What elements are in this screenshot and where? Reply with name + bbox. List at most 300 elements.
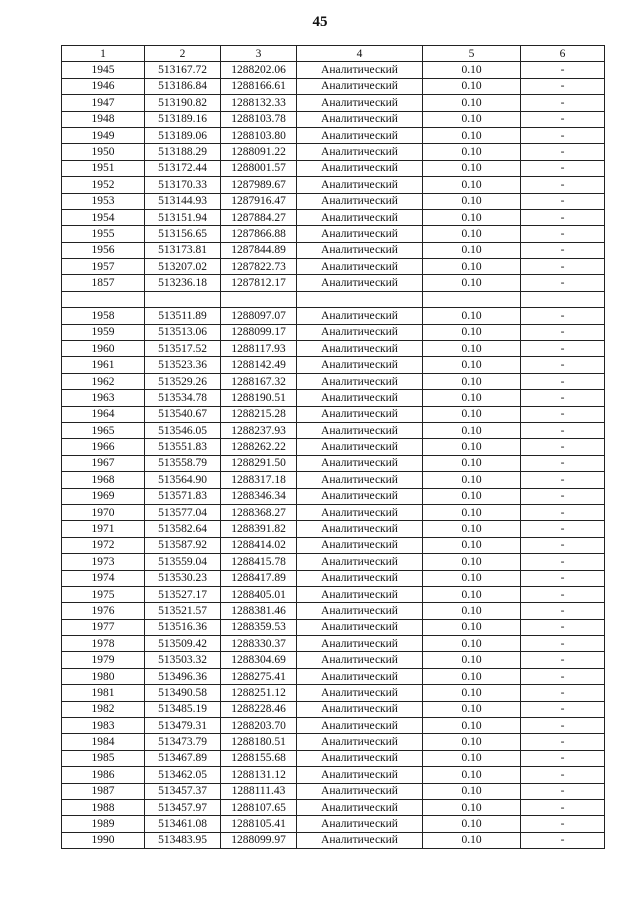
- table-row: [62, 373, 605, 389]
- note-cell: -: [521, 144, 605, 160]
- y-coordinate-cell: 1288132.33: [221, 95, 297, 111]
- x-coordinate-cell: 513559.04: [145, 554, 221, 570]
- table-row: [62, 160, 605, 176]
- point-number-cell: 1975: [62, 586, 145, 602]
- point-number-cell: 1953: [62, 193, 145, 209]
- note-cell: -: [521, 701, 605, 717]
- note-cell: -: [521, 832, 605, 848]
- method-cell: Аналитический: [297, 816, 423, 832]
- accuracy-cell: 0.10: [423, 406, 521, 422]
- y-coordinate-cell: 1288097.07: [221, 308, 297, 324]
- method-cell: Аналитический: [297, 209, 423, 225]
- accuracy-cell: 0.10: [423, 324, 521, 340]
- point-number-cell: 1974: [62, 570, 145, 586]
- table-row: [62, 750, 605, 766]
- method-cell: Аналитический: [297, 177, 423, 193]
- note-cell: -: [521, 357, 605, 373]
- x-coordinate-cell: 513190.82: [145, 95, 221, 111]
- table-row: [62, 341, 605, 357]
- point-number-cell: 1973: [62, 554, 145, 570]
- note-cell: -: [521, 668, 605, 684]
- y-coordinate-cell: 1288131.12: [221, 767, 297, 783]
- accuracy-cell: 0.10: [423, 767, 521, 783]
- accuracy-cell: 0.10: [423, 701, 521, 717]
- accuracy-cell: 0.10: [423, 832, 521, 848]
- table-row: [62, 226, 605, 242]
- x-coordinate-cell: 513551.83: [145, 439, 221, 455]
- y-coordinate-cell: 1288180.51: [221, 734, 297, 750]
- y-coordinate-cell: 1288381.46: [221, 603, 297, 619]
- y-coordinate-cell: 1288215.28: [221, 406, 297, 422]
- y-coordinate-cell: 1287822.73: [221, 259, 297, 275]
- method-cell: Аналитический: [297, 472, 423, 488]
- accuracy-cell: 0.10: [423, 308, 521, 324]
- note-cell: -: [521, 308, 605, 324]
- x-coordinate-cell: 513587.92: [145, 537, 221, 553]
- y-coordinate-cell: 1288099.17: [221, 324, 297, 340]
- x-coordinate-cell: 513546.05: [145, 422, 221, 438]
- method-cell: Аналитический: [297, 373, 423, 389]
- accuracy-cell: 0.10: [423, 455, 521, 471]
- method-cell: Аналитический: [297, 259, 423, 275]
- y-coordinate-cell: 1288190.51: [221, 390, 297, 406]
- x-coordinate-cell: 513467.89: [145, 750, 221, 766]
- x-coordinate-cell: 513462.05: [145, 767, 221, 783]
- table-row: [62, 472, 605, 488]
- method-cell: Аналитический: [297, 685, 423, 701]
- method-cell: Аналитический: [297, 455, 423, 471]
- y-coordinate-cell: 1288142.49: [221, 357, 297, 373]
- method-cell: Аналитический: [297, 586, 423, 602]
- table-row: [62, 537, 605, 553]
- point-number-cell: 1956: [62, 242, 145, 258]
- point-number-cell: 1947: [62, 95, 145, 111]
- method-cell: Аналитический: [297, 144, 423, 160]
- table-row: [62, 127, 605, 143]
- table-row: [62, 357, 605, 373]
- note-cell: -: [521, 275, 605, 291]
- x-coordinate-cell: 513457.97: [145, 799, 221, 815]
- table-row: [62, 767, 605, 783]
- x-coordinate-cell: 513529.26: [145, 373, 221, 389]
- table-row: [62, 390, 605, 406]
- accuracy-cell: 0.10: [423, 62, 521, 78]
- table-row: [62, 177, 605, 193]
- x-coordinate-cell: 513517.52: [145, 341, 221, 357]
- method-cell: Аналитический: [297, 357, 423, 373]
- accuracy-cell: 0.10: [423, 209, 521, 225]
- x-coordinate-cell: 513571.83: [145, 488, 221, 504]
- method-cell: Аналитический: [297, 668, 423, 684]
- point-number-cell: 1988: [62, 799, 145, 815]
- method-cell: Аналитический: [297, 160, 423, 176]
- note-cell: -: [521, 439, 605, 455]
- point-number-cell: 1963: [62, 390, 145, 406]
- method-cell: Аналитический: [297, 95, 423, 111]
- column-header: 5: [423, 46, 521, 62]
- point-number-cell: 1983: [62, 718, 145, 734]
- accuracy-cell: 0.10: [423, 193, 521, 209]
- note-cell: -: [521, 570, 605, 586]
- method-cell: Аналитический: [297, 504, 423, 520]
- y-coordinate-cell: 1288155.68: [221, 750, 297, 766]
- note-cell: -: [521, 127, 605, 143]
- accuracy-cell: 0.10: [423, 603, 521, 619]
- point-number-cell: 1946: [62, 78, 145, 94]
- table-header-row: [62, 46, 605, 62]
- method-cell: Аналитический: [297, 701, 423, 717]
- table-row: [62, 406, 605, 422]
- y-coordinate-cell: 1287989.67: [221, 177, 297, 193]
- y-coordinate-cell: 1288304.69: [221, 652, 297, 668]
- y-coordinate-cell: 1288414.02: [221, 537, 297, 553]
- table-row: [62, 619, 605, 635]
- method-cell: Аналитический: [297, 275, 423, 291]
- method-cell: Аналитический: [297, 127, 423, 143]
- point-number-cell: 1979: [62, 652, 145, 668]
- point-number-cell: 1964: [62, 406, 145, 422]
- y-coordinate-cell: 1288330.37: [221, 636, 297, 652]
- accuracy-cell: 0.10: [423, 718, 521, 734]
- point-number-cell: 1989: [62, 816, 145, 832]
- accuracy-cell: 0.10: [423, 390, 521, 406]
- point-number-cell: 1970: [62, 504, 145, 520]
- x-coordinate-cell: 513151.94: [145, 209, 221, 225]
- x-coordinate-cell: 513186.84: [145, 78, 221, 94]
- y-coordinate-cell: 1288166.61: [221, 78, 297, 94]
- accuracy-cell: 0.10: [423, 783, 521, 799]
- y-coordinate-cell: 1288202.06: [221, 62, 297, 78]
- column-header: 4: [297, 46, 423, 62]
- y-coordinate-cell: 1287812.17: [221, 275, 297, 291]
- method-cell: Аналитический: [297, 718, 423, 734]
- table-row: [62, 275, 605, 291]
- point-number-cell: 1959: [62, 324, 145, 340]
- accuracy-cell: 0.10: [423, 668, 521, 684]
- note-cell: -: [521, 750, 605, 766]
- accuracy-cell: 0.10: [423, 373, 521, 389]
- method-cell: Аналитический: [297, 193, 423, 209]
- point-number-cell: 1958: [62, 308, 145, 324]
- note-cell: -: [521, 472, 605, 488]
- y-coordinate-cell: 1288415.78: [221, 554, 297, 570]
- point-number-cell: 1965: [62, 422, 145, 438]
- x-coordinate-cell: 513457.37: [145, 783, 221, 799]
- table-row: [62, 685, 605, 701]
- note-cell: -: [521, 193, 605, 209]
- y-coordinate-cell: 1287884.27: [221, 209, 297, 225]
- accuracy-cell: 0.10: [423, 816, 521, 832]
- x-coordinate-cell: 513490.58: [145, 685, 221, 701]
- x-coordinate-cell: 513485.19: [145, 701, 221, 717]
- column-header: 6: [521, 46, 605, 62]
- y-coordinate-cell: 1288111.43: [221, 783, 297, 799]
- point-number-cell: 1986: [62, 767, 145, 783]
- method-cell: Аналитический: [297, 390, 423, 406]
- table-row: [62, 209, 605, 225]
- y-coordinate-cell: 1288001.57: [221, 160, 297, 176]
- accuracy-cell: 0.10: [423, 685, 521, 701]
- accuracy-cell: 0.10: [423, 422, 521, 438]
- point-number-cell: 1948: [62, 111, 145, 127]
- table-row: [62, 259, 605, 275]
- accuracy-cell: 0.10: [423, 750, 521, 766]
- method-cell: Аналитический: [297, 422, 423, 438]
- note-cell: -: [521, 603, 605, 619]
- method-cell: Аналитический: [297, 734, 423, 750]
- y-coordinate-cell: 1288103.78: [221, 111, 297, 127]
- method-cell: Аналитический: [297, 62, 423, 78]
- table-row: [62, 799, 605, 815]
- method-cell: Аналитический: [297, 832, 423, 848]
- x-coordinate-cell: 513558.79: [145, 455, 221, 471]
- note-cell: -: [521, 636, 605, 652]
- y-coordinate-cell: 1288203.70: [221, 718, 297, 734]
- method-cell: Аналитический: [297, 767, 423, 783]
- note-cell: -: [521, 554, 605, 570]
- method-cell: Аналитический: [297, 652, 423, 668]
- accuracy-cell: 0.10: [423, 127, 521, 143]
- accuracy-cell: 0.10: [423, 177, 521, 193]
- table-row: [62, 439, 605, 455]
- accuracy-cell: 0.10: [423, 636, 521, 652]
- method-cell: Аналитический: [297, 799, 423, 815]
- note-cell: -: [521, 685, 605, 701]
- accuracy-cell: 0.10: [423, 652, 521, 668]
- x-coordinate-cell: 513521.57: [145, 603, 221, 619]
- method-cell: Аналитический: [297, 406, 423, 422]
- point-number-cell: 1978: [62, 636, 145, 652]
- table-row: [62, 422, 605, 438]
- x-coordinate-cell: 513516.36: [145, 619, 221, 635]
- y-coordinate-cell: 1288317.18: [221, 472, 297, 488]
- table-row: [62, 554, 605, 570]
- accuracy-cell: 0.10: [423, 734, 521, 750]
- y-coordinate-cell: 1288346.34: [221, 488, 297, 504]
- x-coordinate-cell: 513496.36: [145, 668, 221, 684]
- point-number-cell: 1984: [62, 734, 145, 750]
- accuracy-cell: 0.10: [423, 554, 521, 570]
- table-row: [62, 586, 605, 602]
- table-row: [62, 78, 605, 94]
- point-number-cell: 1960: [62, 341, 145, 357]
- note-cell: -: [521, 652, 605, 668]
- table-row: [62, 324, 605, 340]
- method-cell: Аналитический: [297, 488, 423, 504]
- accuracy-cell: 0.10: [423, 504, 521, 520]
- table-row: [62, 455, 605, 471]
- x-coordinate-cell: 513523.36: [145, 357, 221, 373]
- point-number-cell: 1971: [62, 521, 145, 537]
- point-number-cell: 1976: [62, 603, 145, 619]
- note-cell: [521, 291, 605, 307]
- method-cell: Аналитический: [297, 308, 423, 324]
- y-coordinate-cell: 1288107.65: [221, 799, 297, 815]
- point-number-cell: 1980: [62, 668, 145, 684]
- column-header: 1: [62, 46, 145, 62]
- y-coordinate-cell: 1288228.46: [221, 701, 297, 717]
- point-number-cell: 1952: [62, 177, 145, 193]
- note-cell: -: [521, 95, 605, 111]
- table-row: [62, 783, 605, 799]
- x-coordinate-cell: 513509.42: [145, 636, 221, 652]
- accuracy-cell: [423, 291, 521, 307]
- y-coordinate-cell: 1287866.88: [221, 226, 297, 242]
- method-cell: Аналитический: [297, 242, 423, 258]
- y-coordinate-cell: 1288368.27: [221, 504, 297, 520]
- point-number-cell: 1945: [62, 62, 145, 78]
- x-coordinate-cell: 513144.93: [145, 193, 221, 209]
- note-cell: -: [521, 209, 605, 225]
- point-number-cell: 1957: [62, 259, 145, 275]
- note-cell: -: [521, 422, 605, 438]
- table-row: [62, 308, 605, 324]
- x-coordinate-cell: 513167.72: [145, 62, 221, 78]
- point-number-cell: 1950: [62, 144, 145, 160]
- x-coordinate-cell: 513173.81: [145, 242, 221, 258]
- table-row: [62, 652, 605, 668]
- point-number-cell: 1857: [62, 275, 145, 291]
- note-cell: -: [521, 718, 605, 734]
- table-row: [62, 832, 605, 848]
- y-coordinate-cell: 1288237.93: [221, 422, 297, 438]
- method-cell: Аналитический: [297, 439, 423, 455]
- point-number-cell: 1985: [62, 750, 145, 766]
- y-coordinate-cell: 1288405.01: [221, 586, 297, 602]
- note-cell: -: [521, 504, 605, 520]
- table-row: [62, 144, 605, 160]
- accuracy-cell: 0.10: [423, 341, 521, 357]
- point-number-cell: 1954: [62, 209, 145, 225]
- y-coordinate-cell: [221, 291, 297, 307]
- point-number-cell: 1987: [62, 783, 145, 799]
- point-number-cell: 1967: [62, 455, 145, 471]
- x-coordinate-cell: 513479.31: [145, 718, 221, 734]
- y-coordinate-cell: 1288105.41: [221, 816, 297, 832]
- table-row: [62, 636, 605, 652]
- note-cell: -: [521, 734, 605, 750]
- point-number-cell: 1961: [62, 357, 145, 373]
- accuracy-cell: 0.10: [423, 357, 521, 373]
- method-cell: Аналитический: [297, 750, 423, 766]
- accuracy-cell: 0.10: [423, 111, 521, 127]
- y-coordinate-cell: 1288099.97: [221, 832, 297, 848]
- x-coordinate-cell: 513189.16: [145, 111, 221, 127]
- accuracy-cell: 0.10: [423, 275, 521, 291]
- table-row: [62, 95, 605, 111]
- table-row: [62, 734, 605, 750]
- point-number-cell: [62, 291, 145, 307]
- method-cell: Аналитический: [297, 226, 423, 242]
- y-coordinate-cell: 1288091.22: [221, 144, 297, 160]
- note-cell: -: [521, 521, 605, 537]
- point-number-cell: 1949: [62, 127, 145, 143]
- x-coordinate-cell: 513236.18: [145, 275, 221, 291]
- method-cell: Аналитический: [297, 603, 423, 619]
- x-coordinate-cell: 513473.79: [145, 734, 221, 750]
- table-body: [62, 62, 605, 849]
- note-cell: -: [521, 62, 605, 78]
- accuracy-cell: 0.10: [423, 586, 521, 602]
- accuracy-cell: 0.10: [423, 242, 521, 258]
- note-cell: -: [521, 783, 605, 799]
- point-number-cell: 1951: [62, 160, 145, 176]
- y-coordinate-cell: 1288251.12: [221, 685, 297, 701]
- method-cell: Аналитический: [297, 619, 423, 635]
- note-cell: -: [521, 177, 605, 193]
- table-row: [62, 62, 605, 78]
- accuracy-cell: 0.10: [423, 259, 521, 275]
- accuracy-cell: 0.10: [423, 521, 521, 537]
- accuracy-cell: 0.10: [423, 488, 521, 504]
- x-coordinate-cell: 513170.33: [145, 177, 221, 193]
- table-row: [62, 701, 605, 717]
- point-number-cell: 1972: [62, 537, 145, 553]
- coordinates-table: [61, 45, 605, 849]
- note-cell: -: [521, 78, 605, 94]
- x-coordinate-cell: 513527.17: [145, 586, 221, 602]
- x-coordinate-cell: 513540.67: [145, 406, 221, 422]
- y-coordinate-cell: 1288262.22: [221, 439, 297, 455]
- accuracy-cell: 0.10: [423, 570, 521, 586]
- note-cell: -: [521, 799, 605, 815]
- point-number-cell: 1977: [62, 619, 145, 635]
- method-cell: [297, 291, 423, 307]
- table-row: [62, 111, 605, 127]
- method-cell: Аналитический: [297, 554, 423, 570]
- accuracy-cell: 0.10: [423, 619, 521, 635]
- method-cell: Аналитический: [297, 570, 423, 586]
- y-coordinate-cell: 1288275.41: [221, 668, 297, 684]
- x-coordinate-cell: 513503.32: [145, 652, 221, 668]
- table-row: [62, 570, 605, 586]
- method-cell: Аналитический: [297, 341, 423, 357]
- method-cell: Аналитический: [297, 537, 423, 553]
- method-cell: Аналитический: [297, 111, 423, 127]
- table-row: [62, 668, 605, 684]
- table-row: [62, 488, 605, 504]
- accuracy-cell: 0.10: [423, 78, 521, 94]
- y-coordinate-cell: 1288167.32: [221, 373, 297, 389]
- method-cell: Аналитический: [297, 521, 423, 537]
- accuracy-cell: 0.10: [423, 439, 521, 455]
- note-cell: -: [521, 373, 605, 389]
- x-coordinate-cell: 513207.02: [145, 259, 221, 275]
- page-number: 45: [312, 14, 328, 30]
- accuracy-cell: 0.10: [423, 537, 521, 553]
- note-cell: -: [521, 259, 605, 275]
- point-number-cell: 1981: [62, 685, 145, 701]
- table-row: [62, 193, 605, 209]
- table-row: [62, 718, 605, 734]
- table-row: [62, 242, 605, 258]
- x-coordinate-cell: 513534.78: [145, 390, 221, 406]
- note-cell: -: [521, 341, 605, 357]
- note-cell: -: [521, 390, 605, 406]
- x-coordinate-cell: 513564.90: [145, 472, 221, 488]
- note-cell: -: [521, 619, 605, 635]
- x-coordinate-cell: 513511.89: [145, 308, 221, 324]
- method-cell: Аналитический: [297, 783, 423, 799]
- point-number-cell: 1955: [62, 226, 145, 242]
- note-cell: -: [521, 455, 605, 471]
- point-number-cell: 1968: [62, 472, 145, 488]
- accuracy-cell: 0.10: [423, 472, 521, 488]
- note-cell: -: [521, 160, 605, 176]
- x-coordinate-cell: 513513.06: [145, 324, 221, 340]
- x-coordinate-cell: 513483.95: [145, 832, 221, 848]
- y-coordinate-cell: 1287844.89: [221, 242, 297, 258]
